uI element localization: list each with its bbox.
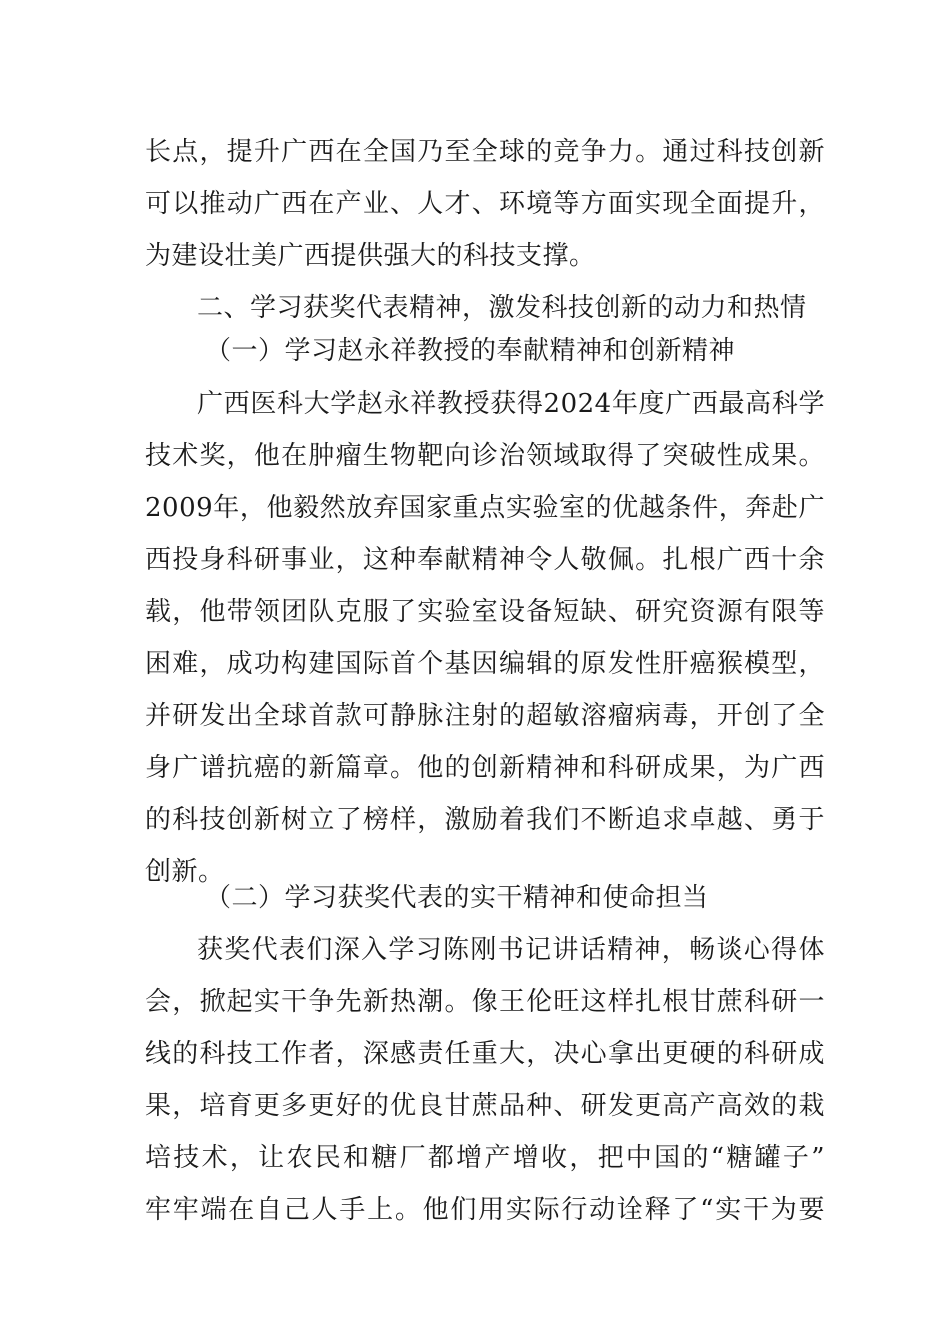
paragraph-3-line-2: 会，掀起实干争先新热潮。像王伦旺这样扎根甘蔗科研一 — [145, 987, 825, 1017]
paragraph-1-line-3: 为建设壮美广西提供强大的科技支撑。 — [145, 241, 596, 271]
paragraph-1-line-2: 可以推动广西在产业、人才、环境等方面实现全面提升， — [145, 189, 825, 219]
paragraph-2-line-5: 载，他带领团队克服了实验室设备短缺、研究资源有限等 — [145, 597, 825, 627]
paragraph-3-line-3: 线的科技工作者，深感责任重大，决心拿出更硬的科研成 — [145, 1039, 825, 1069]
paragraph-2-line-7: 并研发出全球首款可静脉注射的超敏溶瘤病毒，开创了全 — [145, 701, 825, 731]
paragraph-2-line-4: 西投身科研事业，这种奉献精神令人敬佩。扎根广西十余 — [145, 545, 825, 575]
paragraph-2-line-3: 2009年，他毅然放弃国家重点实验室的优越条件，奔赴广 — [145, 493, 825, 523]
paragraph-3-line-6: 牢牢端在自己人手上。他们用实际行动诠释了“实干为要 — [145, 1195, 825, 1225]
subheading-2: （二）学习获奖代表的实干精神和使命担当 — [205, 883, 709, 913]
paragraph-2-line-6: 困难，成功构建国际首个基因编辑的原发性肝癌猴模型， — [145, 649, 825, 679]
paragraph-2-line-1: 广西医科大学赵永祥教授获得2024年度广西最高科学 — [197, 389, 825, 419]
paragraph-3-line-1: 获奖代表们深入学习陈刚书记讲话精神，畅谈心得体 — [197, 935, 825, 965]
paragraph-1-line-1: 长点，提升广西在全国乃至全球的竞争力。通过科技创新 — [145, 137, 825, 167]
paragraph-2-line-8: 身广谱抗癌的新篇章。他的创新精神和科研成果，为广西 — [145, 753, 825, 783]
paragraph-2-line-10: 创新。 — [145, 857, 225, 887]
paragraph-3-line-5: 培技术，让农民和糖厂都增产增收，把中国的“糖罐子” — [145, 1143, 825, 1173]
section-heading-2: 二、学习获奖代表精神，激发科技创新的动力和热情 — [197, 293, 807, 323]
paragraph-2-line-2: 技术奖，他在肿瘤生物靶向诊治领域取得了突破性成果。 — [145, 441, 825, 471]
paragraph-2-line-9: 的科技创新树立了榜样，激励着我们不断追求卓越、勇于 — [145, 805, 825, 835]
paragraph-3-line-4: 果，培育更多更好的优良甘蔗品种、研发更高产高效的栽 — [145, 1091, 825, 1121]
subheading-1: （一）学习赵永祥教授的奉献精神和创新精神 — [205, 336, 736, 366]
